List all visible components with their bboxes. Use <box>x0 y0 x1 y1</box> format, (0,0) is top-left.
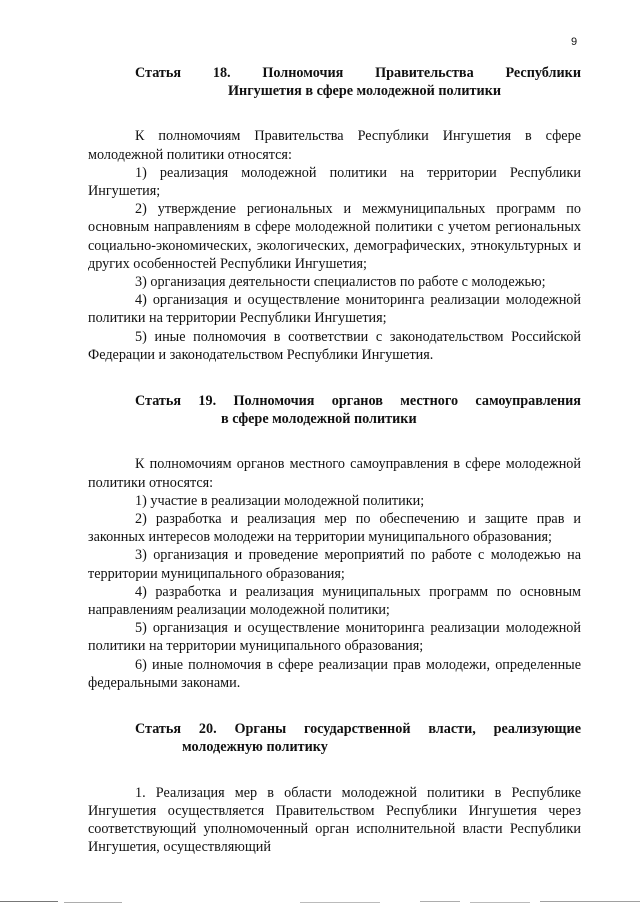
article-19-heading-line2: в сфере молодежной политики <box>221 411 417 428</box>
page-number: 9 <box>571 36 578 48</box>
article-19-heading-line1: Статья 19. Полномочия органов местного самоуправления <box>135 393 581 410</box>
article-18-heading-line1: Статья 18. Полномочия Правительства Республики <box>135 65 581 81</box>
article-19-item: 1) участие в реализации молодежной политики; <box>135 492 425 509</box>
article-18-paragraph: К полномочиям Правительства Республики Ингушетия в сфере молодежной политики относятся: <box>88 128 581 163</box>
article-19-heading <box>135 392 581 428</box>
article-18-item: 5) иные полномочия в соответствии с законодательством Российской Федерации и законодательством Республики Ингушетия. <box>88 328 581 363</box>
article-18-item: 2) утверждение региональных и межмуниципальных программ по основным направлениям в сфере молодежной политики с учетом региональных социально-экономических, экологических, демографических, этнокультурных и других особенностей Республики Ингушетия; <box>88 201 581 272</box>
scan-edge-artifact <box>0 896 640 905</box>
article-19-item: 2) разработка и реализация мер по обеспечению и защите прав и законных интересов молодежи на территории муниципального образования; <box>88 511 581 546</box>
article-19-item: 4) разработка и реализация муниципальных программ по основным направлениям реализации молодежной политики; <box>88 583 581 619</box>
document-body <box>88 64 581 856</box>
article-20-heading-line1: Статья 20. Органы государственной власти, реализующие <box>135 721 581 738</box>
article-19-item: 6) иные полномочия в сфере реализации прав молодежи, определенные федеральными законами. <box>88 656 581 691</box>
article-18-item: 1) реализация молодежной политики на территории Республики Ингушетия; <box>88 164 581 200</box>
article-20-heading <box>135 720 581 756</box>
article-19-item: 3) организация и проведение мероприятий по работе с молодежью на территории муниципального образования; <box>88 547 581 582</box>
article-20-paragraph: 1. Реализация мер в области молодежной политики в Республике Ингушетия осуществляется Правительством Республики Ингушетия через соответствующий уполномоченный орган исполнительной власти Республики Ингушетия, осуществляющий <box>88 784 581 856</box>
article-19-paragraph: К полномочиям органов местного самоуправления в сфере молодежной политики относятся: <box>88 456 581 491</box>
article-20-heading-line2: молодежную политику <box>182 739 328 756</box>
article-19-item: 5) организация и осуществление мониторинга реализации молодежной политики на территории муниципального образования; <box>88 620 581 655</box>
article-18-heading <box>135 64 581 100</box>
article-18-item: 4) организация и осуществление мониторинга реализации молодежной политики на территории Республики Ингушетия; <box>88 292 581 327</box>
article-18-heading-line2: Ингушетия в сфере молодежной политики <box>228 83 502 100</box>
article-18-item: 3) организация деятельности специалистов по работе с молодежью; <box>135 274 546 291</box>
